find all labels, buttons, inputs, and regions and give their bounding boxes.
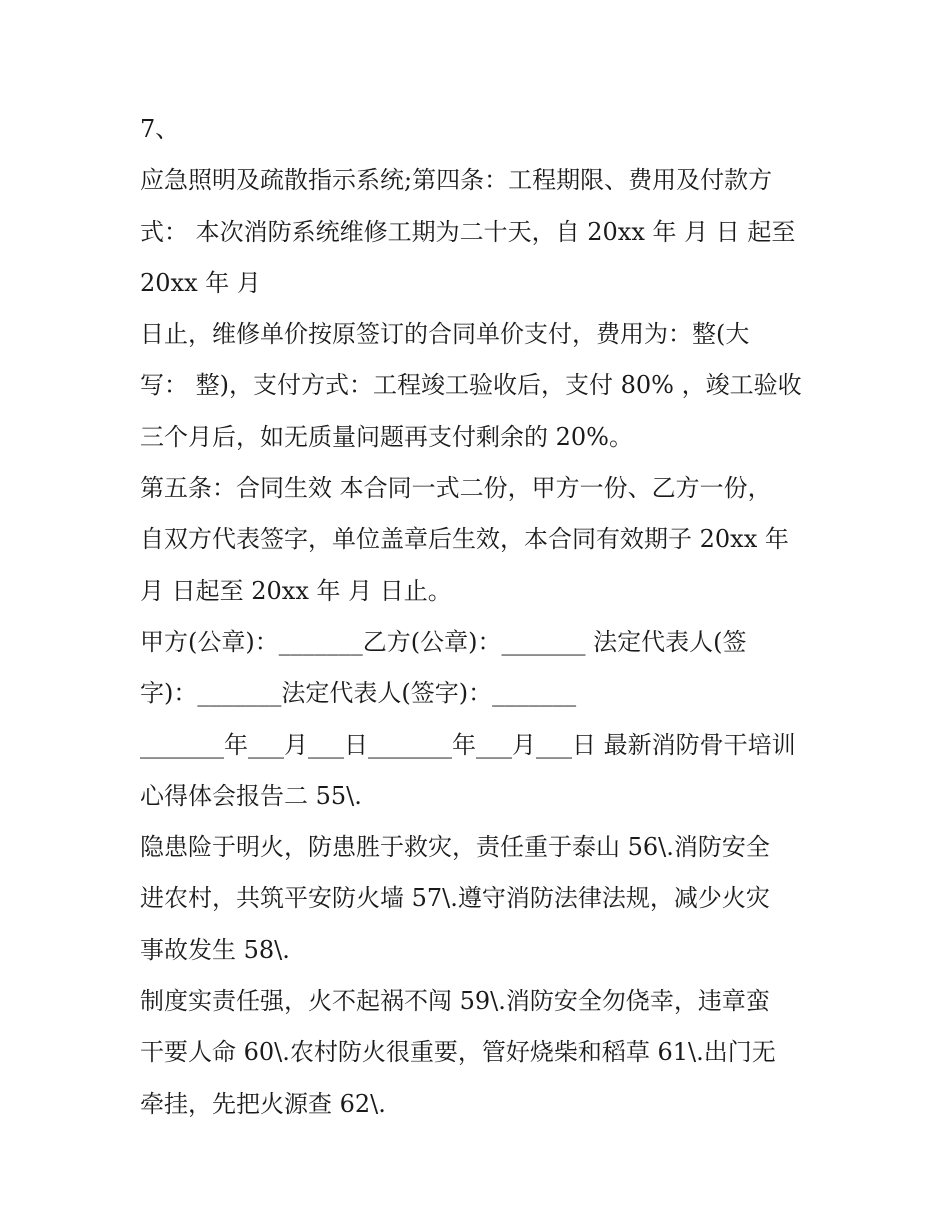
text-line: 日止，维修单价按原签订的合同单价支付，费用为：整(大 — [140, 320, 750, 349]
text-line: 进农村，共筑平安防火墙 57\.遵守消防法律法规，减少火灾 — [140, 884, 770, 913]
text-line: 月 日起至 20xx 年 月 日止。 — [140, 576, 452, 605]
text-line: 写： 整)，支付方式：工程竣工验收后，支付 80% ，竣工验收 — [140, 371, 802, 400]
text-line: 三个月后，如无质量问题再支付剩余的 20%。 — [140, 422, 633, 451]
text-line: 制度实责任强，火不起祸不闯 59\.消防安全勿侥幸，违章蛮 — [140, 987, 770, 1016]
text-line: 事故发生 58\. — [140, 935, 290, 964]
text-line: 7、 — [140, 115, 180, 143]
text-line: 第五条：合同生效 本合同一式二份，甲方一份、乙方一份， — [140, 474, 772, 503]
text-line: 自双方代表签字，单位盖章后生效，本合同有效期子 20xx 年 — [140, 525, 789, 554]
text-line: 字)：_______法定代表人(签字)：_______ — [140, 679, 577, 708]
text-line: 心得体会报告二 55\. — [140, 781, 362, 810]
text-line: 应急照明及疏散指示系统;第四条：工程期限、费用及付款方 — [140, 166, 773, 195]
text-line: 式： 本次消防系统维修工期为二十天，自 20xx 年 月 日 起至 — [140, 217, 796, 246]
text-line: 20xx 年 月 — [140, 268, 261, 297]
text-line: _______年___月___日_______年___月___日 最新消防骨干培训 — [140, 730, 796, 759]
text-line: 干要人命 60\.农村防火很重要，管好烧柴和稻草 61\.出门无 — [140, 1038, 776, 1067]
text-line: 隐患险于明火，防患胜于救灾，责任重于泰山 56\.消防安全 — [140, 833, 770, 862]
document-body — [140, 104, 820, 1130]
text-line: 甲方(公章)：_______乙方(公章)：_______ 法定代表人(签 — [140, 627, 747, 656]
text-line: 牵挂，先把火源查 62\. — [140, 1089, 386, 1118]
